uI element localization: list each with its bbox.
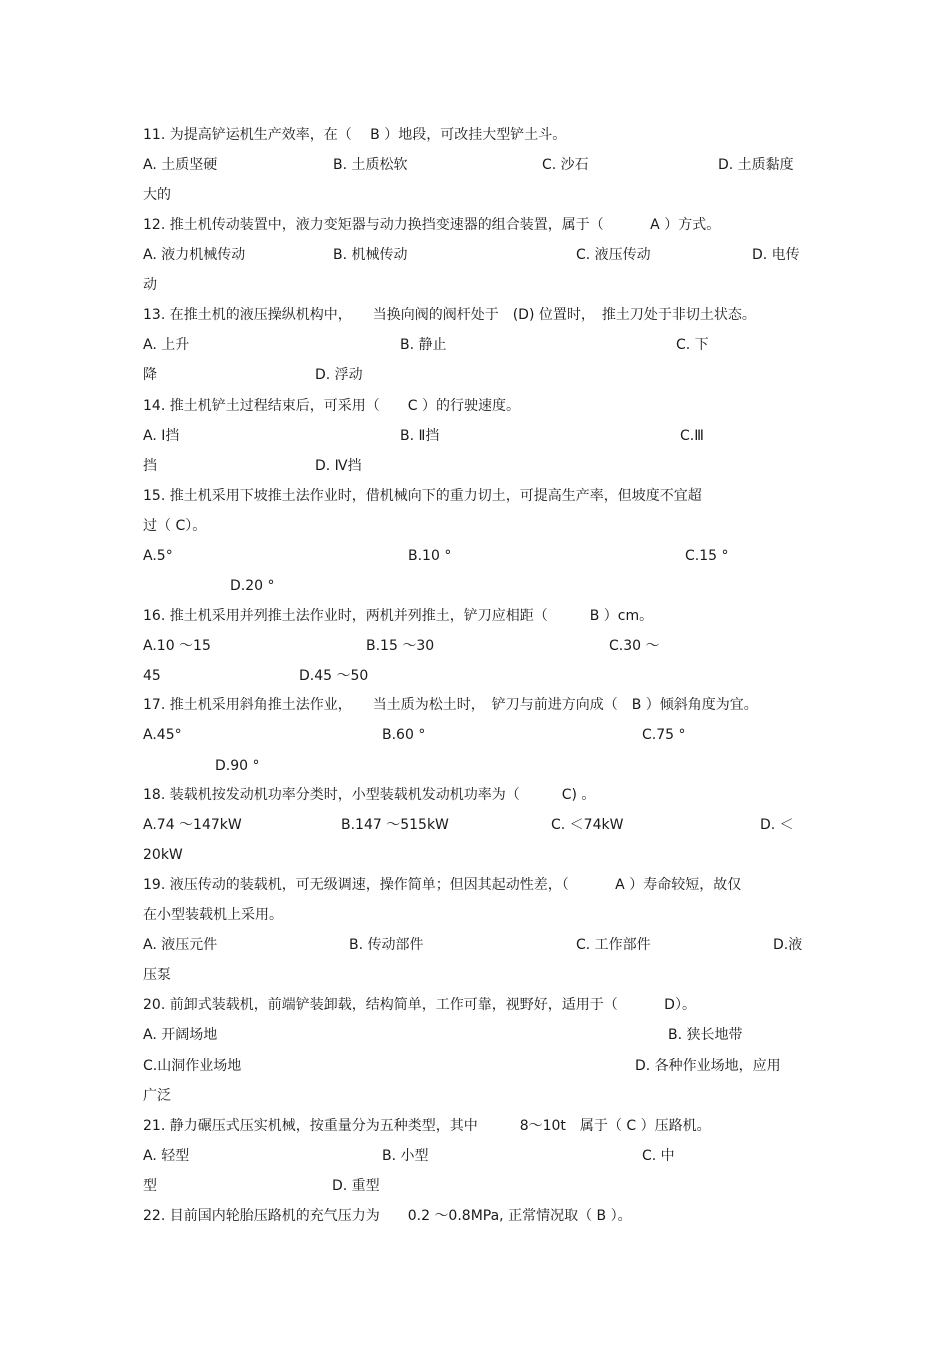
question-16-option-a: A.10 ～15	[143, 638, 211, 654]
question-17-option-c: C.75 °	[642, 727, 686, 743]
question-17-stem: 17. 推土机采用斜角推土法作业， 当土质为松土时， 铲刀与前进方向成（ B ）倾斜角度为宜。	[143, 697, 758, 713]
question-14-option-a: A. Ⅰ挡	[143, 428, 180, 444]
question-21-option-c-wrap: 型	[143, 1178, 157, 1194]
question-12-option-a: A. 液力机械传动	[143, 247, 246, 263]
question-11-option-c: C. 沙石	[542, 157, 589, 173]
question-21-stem: 21. 静力碾压式压实机械，按重量分为五种类型，其中 8～10t 属于（ C ）压路机。	[143, 1118, 711, 1134]
question-18-option-b: B.147 ～515kW	[341, 817, 449, 833]
question-16-option-b: B.15 ～30	[366, 638, 435, 654]
question-11-option-b: B. 土质松软	[333, 157, 408, 173]
question-20-option-c: C.山洞作业场地	[143, 1058, 242, 1074]
question-19-option-b: B. 传动部件	[349, 937, 424, 953]
question-20-option-d: D. 各种作业场地，应用	[635, 1058, 781, 1074]
question-11-option-d-wrap: 大的	[143, 187, 171, 203]
question-19-option-d-wrap: 压泵	[143, 967, 171, 983]
question-13-stem: 13. 在推土机的液压操纵机构中， 当换向阀的阀杆处于 (D) 位置时， 推土刀处于非切土状态。	[143, 307, 756, 323]
question-16-stem: 16. 推土机采用并列推土法作业时，两机并列推土，铲刀应相距（ B ）cm。	[143, 608, 654, 624]
question-14-option-c: C.Ⅲ	[680, 428, 704, 444]
question-19-option-d: D.液	[773, 937, 803, 953]
question-14-option-b: B. Ⅱ挡	[400, 428, 440, 444]
question-19-stem-line2: 在小型装载机上采用。	[143, 907, 283, 923]
question-15-option-a: A.5°	[143, 548, 173, 564]
question-13-option-d: D. 浮动	[315, 367, 363, 383]
question-17-option-d: D.90 °	[215, 758, 260, 774]
question-19-stem: 19. 液压传动的装载机，可无级调速，操作简单；但因其起动性差，（ A ）寿命较短，故仅	[143, 877, 742, 893]
question-18-option-d: D. ＜	[760, 817, 794, 833]
question-13-option-a: A. 上升	[143, 337, 190, 353]
question-22-stem: 22. 目前国内轮胎压路机的充气压力为 0.2 ～0.8MPa, 正常情况取（ B ）。	[143, 1208, 632, 1224]
question-12-option-d-wrap: 动	[143, 277, 157, 293]
question-16-option-c-wrap: 45	[143, 668, 161, 684]
question-13-option-c-wrap: 降	[143, 367, 157, 383]
question-18-option-a: A.74 ～147kW	[143, 817, 242, 833]
question-12-option-c: C. 液压传动	[576, 247, 651, 263]
question-11-stem: 11. 为提高铲运机生产效率，在（ B ）地段，可改挂大型铲土斗。	[143, 127, 567, 143]
question-14-option-d: D. Ⅳ挡	[315, 458, 362, 474]
question-20-option-b: B. 狭长地带	[668, 1027, 743, 1043]
question-14-option-c-wrap: 挡	[143, 458, 157, 474]
question-15-option-b: B.10 °	[408, 548, 452, 564]
question-19-option-c: C. 工作部件	[576, 937, 651, 953]
question-12-option-d: D. 电传	[752, 247, 800, 263]
question-15-option-c: C.15 °	[685, 548, 729, 564]
question-20-option-a: A. 开阔场地	[143, 1027, 218, 1043]
question-21-option-a: A. 轻型	[143, 1148, 190, 1164]
question-12-stem: 12. 推土机传动装置中，液力变矩器与动力换挡变速器的组合装置，属于（ A ）方式。	[143, 217, 721, 233]
question-11-option-a: A. 土质坚硬	[143, 157, 218, 173]
question-11-option-d: D. 土质黏度	[718, 157, 794, 173]
question-13-option-b: B. 静止	[400, 337, 447, 353]
question-12-option-b: B. 机械传动	[333, 247, 408, 263]
question-18-stem: 18. 装载机按发动机功率分类时，小型装载机发动机功率为（ C) 。	[143, 787, 596, 803]
question-16-option-d: D.45 ～50	[299, 668, 369, 684]
question-18-option-c: C. ＜74kW	[551, 817, 624, 833]
question-17-option-a: A.45°	[143, 727, 182, 743]
question-16-option-c: C.30 ～	[609, 638, 660, 654]
question-17-option-b: B.60 °	[382, 727, 426, 743]
question-15-stem-line2: 过（ C）。	[143, 518, 207, 534]
question-13-option-c: C. 下	[676, 337, 709, 353]
question-15-stem: 15. 推土机采用下坡推土法作业时，借机械向下的重力切土，可提高生产率，但坡度不宜超	[143, 488, 702, 504]
question-20-option-d-wrap: 广泛	[143, 1088, 171, 1104]
question-19-option-a: A. 液压元件	[143, 937, 218, 953]
question-15-option-d: D.20 °	[230, 578, 275, 594]
question-21-option-d: D. 重型	[332, 1178, 380, 1194]
question-20-stem: 20. 前卸式装载机，前端铲装卸载，结构简单，工作可靠，视野好，适用于（ D）。	[143, 997, 696, 1013]
question-21-option-c: C. 中	[642, 1148, 675, 1164]
question-18-option-d-wrap: 20kW	[143, 847, 183, 863]
question-21-option-b: B. 小型	[382, 1148, 429, 1164]
question-14-stem: 14. 推土机铲土过程结束后，可采用（ C ）的行驶速度。	[143, 398, 520, 414]
